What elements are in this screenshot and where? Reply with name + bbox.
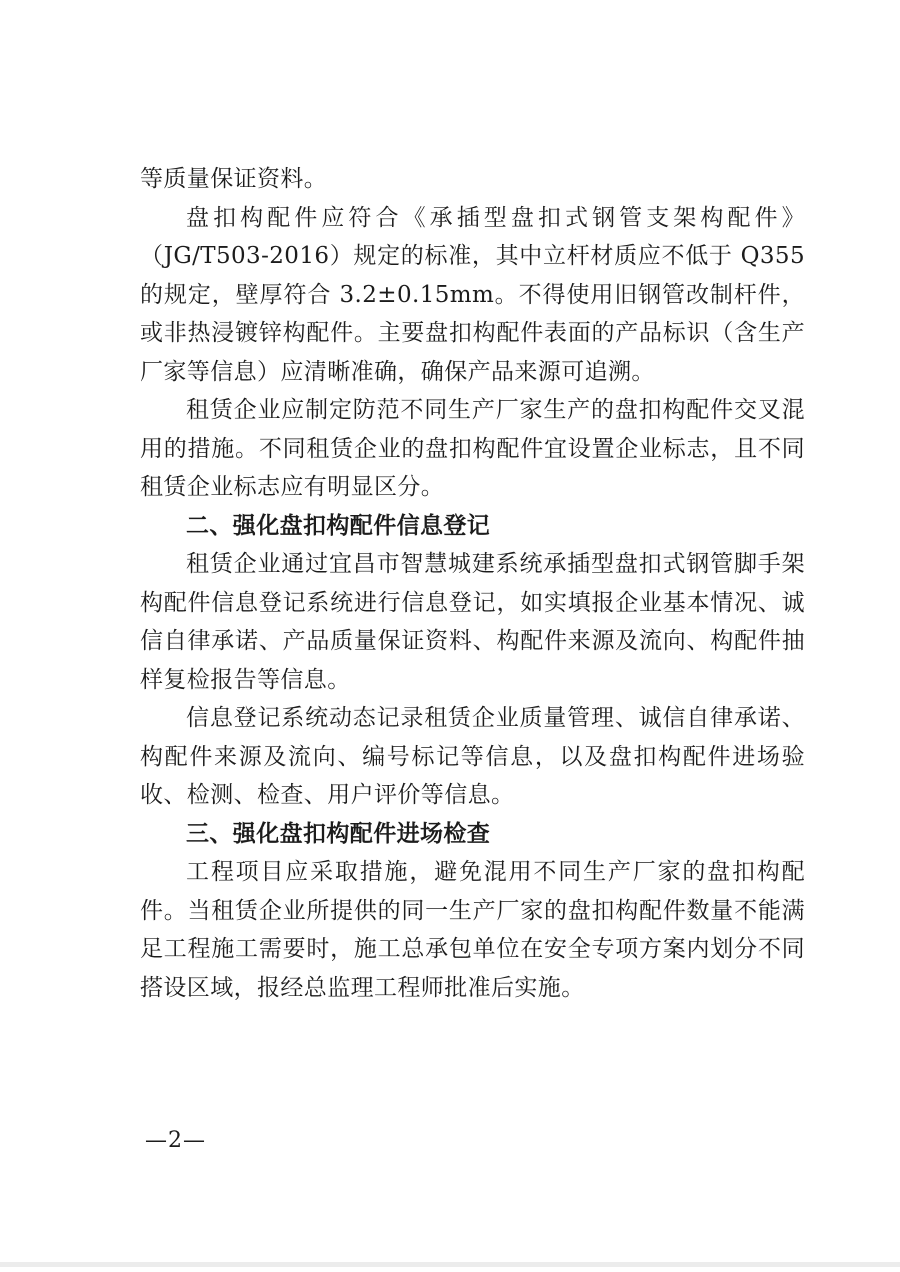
- paragraph-rental-measures: 租赁企业应制定防范不同生产厂家生产的盘扣构配件交叉混用的措施。不同租赁企业的盘扣构配件宜设置企业标志，且不同租赁企业标志应有明显区分。: [140, 397, 805, 500]
- section-heading-registration: 二、强化盘扣构配件信息登记: [186, 512, 491, 539]
- page-number: —2—: [145, 1128, 206, 1153]
- section-heading-inspection: 三、强化盘扣构配件进场检查: [186, 820, 491, 847]
- paragraph-site-inspection: 工程项目应采取措施，避免混用不同生产厂家的盘扣构配件。当租赁企业所提供的同一生产厂家的盘扣构配件数量不能满足工程施工需要时，施工总承包单位在安全专项方案内划分不同搭设区域，报经总监理工程师批准后实施。: [140, 859, 805, 1001]
- document-body: [140, 160, 805, 1007]
- paragraph-continuation: 等质量保证资料。: [140, 166, 328, 192]
- paragraph-component-standard: 盘扣构配件应符合《承插型盘扣式钢管支架构配件》（JG/T503-2016）规定的标准，其中立杆材质应不低于 Q355 的规定，壁厚符合 3.2±0.15mm。不得使用旧钢管改制杆件，或非热浸镀锌构配件。主要盘扣构配件表面的产品标识（含生产厂家等信息）应清晰准确，确保产品来源可追溯。: [140, 204, 805, 385]
- paragraph-registration-system: 租赁企业通过宜昌市智慧城建系统承插型盘扣式钢管脚手架构配件信息登记系统进行信息登记，如实填报企业基本情况、诚信自律承诺、产品质量保证资料、构配件来源及流向、构配件抽样复检报告等信息。: [140, 551, 805, 693]
- paragraph-dynamic-records: 信息登记系统动态记录租赁企业质量管理、诚信自律承诺、构配件来源及流向、编号标记等信息，以及盘扣构配件进场验收、检测、检查、用户评价等信息。: [140, 705, 805, 808]
- scan-edge-divider: [0, 1262, 900, 1267]
